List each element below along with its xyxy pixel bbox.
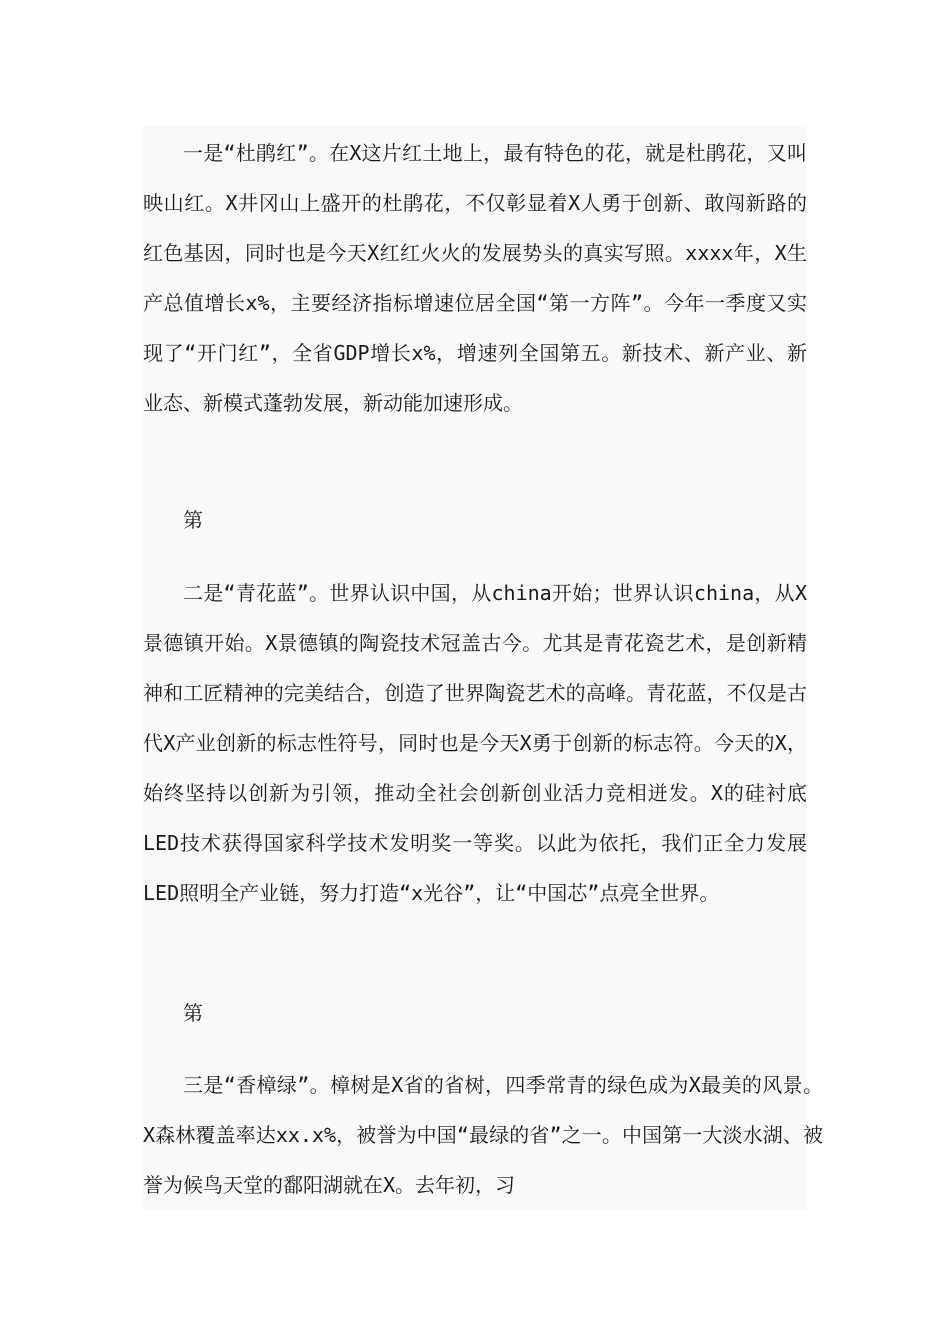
section-marker: 第 — [183, 1001, 203, 1025]
paragraph-azalea-red: 一是“杜鹃红”。在X这片红土地上，最有特色的花，就是杜鹃花，又叫映山红。X井冈山上盛开的杜鹃花，不仅彰显着X人勇于创新、敢闯新路的红色基因，同时也是今天X红红火火的发展势头的真实写照。xxxx年，X生产总值增长x%，主要经济指标增速位居全国“第一方阵”。今年一季度又实现了“开门红”，全省GDP增长x%，增速列全国第五。新技术、新产业、新业态、新模式蓬勃发展，新动能加速形成。 — [143, 141, 807, 415]
document-text-block — [143, 125, 823, 1210]
section-marker: 第 — [183, 508, 203, 532]
paragraph-blue-and-white: 二是“青花蓝”。世界认识中国，从china开始；世界认识china，从X景德镇开始。X景德镇的陶瓷技术冠盖古今。尤其是青花瓷艺术，是创新精神和工匠精神的完美结合，创造了世界陶瓷艺术的高峰。青花蓝，不仅是古代X产业创新的标志性符号，同时也是今天X勇于创新的标志符。今天的X，始终坚持以创新为引领，推动全社会创新创业活力竞相迸发。X的硅衬底LED技术获得国家科学技术发明奖一等奖。以此为依托，我们正全力发展LED照明全产业链，努力打造“x光谷”，让“中国芯”点亮全世界。 — [143, 581, 807, 905]
paragraph-camphor-green: 三是“香樟绿”。樟树是X省的省树，四季常青的绿色成为X最美的风景。X森林覆盖率达xx.x%，被誉为中国“最绿的省”之一。中国第一大淡水湖、被誉为候鸟天堂的鄱阳湖就在X。去年初，习 — [143, 1073, 823, 1197]
